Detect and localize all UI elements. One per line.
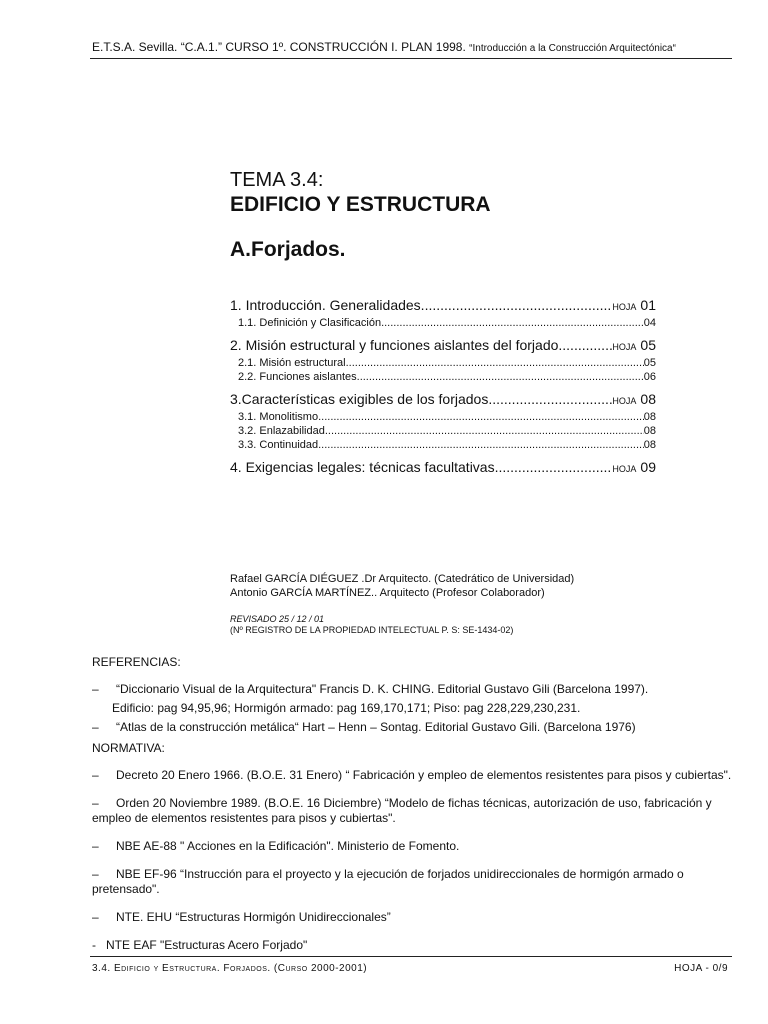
toc-entry-page: 05	[643, 357, 656, 369]
topic-title: EDIFICIO Y ESTRUCTURA	[230, 193, 491, 216]
toc-entry-label: 1. Introducción. Generalidades.	[230, 297, 425, 313]
normativa-text: NTE EAF "Estructuras Acero Forjado"	[106, 938, 308, 952]
footer-divider	[90, 956, 732, 957]
normativa-item	[92, 839, 732, 854]
reference-text: “Atlas de la construcción metálica“ Hart – Henn – Sontag. Editorial Gustavo Gili. (Barcelona 1976)	[116, 720, 636, 734]
reference-text: “Diccionario Visual de la Arquitectura" Francis D. K. CHING. Editorial Gustavo Gili (Barcelona 1997).	[116, 682, 649, 696]
toc-entry-page: 08	[643, 439, 656, 451]
toc-entry-label: 1.1. Definición y Clasificación.	[238, 317, 385, 329]
normativa-item	[92, 938, 732, 953]
toc-entry-page: 08	[640, 391, 656, 407]
title-block	[230, 168, 690, 262]
normativa-item	[92, 867, 732, 897]
authors	[230, 572, 574, 600]
toc-entry-label: 2.1. Misión estructural.	[238, 357, 349, 369]
toc-subentry	[230, 424, 656, 438]
header-divider	[90, 58, 732, 59]
toc-leader-dots	[384, 316, 644, 330]
list-dash: –	[92, 910, 99, 924]
toc-entry-label: 3.2. Enlazabilidad.	[238, 425, 328, 437]
list-dash: –	[92, 796, 99, 810]
normativa-text: Orden 20 Noviembre 1989. (B.O.E. 16 Diciembre) “Modelo de fichas técnicas, autorización de uso, fabricación y empleo de elementos resistentes para pisos y cubiertas".	[92, 796, 712, 825]
toc-hoja-label: HOJA	[612, 396, 637, 406]
toc-entry-label: 3.Características exigibles de los forjados	[230, 391, 489, 407]
list-dash: –	[92, 867, 99, 881]
reference-item	[92, 720, 732, 735]
toc-subentry	[230, 316, 656, 330]
toc-entry-label: 3.3. Continuidad.	[238, 439, 322, 451]
toc-entry-page: 04	[643, 317, 656, 329]
normativa-item	[92, 796, 732, 826]
toc-entry-page: 08	[643, 411, 656, 423]
normativa-text: NTE. EHU “Estructuras Hormigón Unidireccionales”	[116, 910, 391, 924]
toc-subentry	[230, 356, 656, 370]
references-heading: REFERENCIAS:	[92, 655, 181, 669]
toc-entry-label: 2. Misión estructural y funciones aislantes del forjado.	[230, 337, 563, 353]
toc-leader-dots	[349, 356, 644, 370]
list-dash: –	[92, 720, 99, 734]
table-of-contents	[230, 294, 656, 478]
toc-hoja-label: HOJA	[612, 342, 637, 352]
reference-pages: Edificio: pag 94,95,96; Hormigón armado: pag 169,170,171; Piso: pag 228,229,230,231.	[112, 701, 581, 715]
revision-info	[230, 614, 513, 636]
page-header	[92, 40, 732, 54]
toc-subentry	[230, 410, 656, 424]
toc-leader-dots	[488, 388, 612, 410]
revision-date: REVISADO 25 / 12 / 01	[230, 614, 325, 624]
toc-leader-dots	[425, 294, 613, 316]
list-hyphen: -	[92, 938, 96, 952]
toc-leader-dots	[321, 438, 644, 452]
toc-subentry	[230, 438, 656, 452]
toc-leader-dots	[360, 370, 644, 384]
toc-entry	[230, 294, 656, 316]
toc-entry-page: 08	[643, 425, 656, 437]
toc-entry-label: 3.1. Monolitismo.	[238, 411, 322, 423]
footer-title: 3.4. Edificio y Estructura. Forjados. (Curso 2000-2001)	[92, 963, 368, 974]
normativa-text: NBE EF-96 “Instrucción para el proyecto y la ejecución de forjados unidireccionales de hormigón armado o pretensado".	[92, 867, 684, 896]
toc-entry-page: 06	[643, 371, 656, 383]
toc-subentry	[230, 370, 656, 384]
header-main: E.T.S.A. Sevilla. “C.A.1.” CURSO 1º. CONSTRUCCIÓN I. PLAN 1998.	[92, 40, 466, 54]
registry-number: (Nº REGISTRO DE LA PROPIEDAD INTELECTUAL P. S: SE-1434-02)	[230, 625, 514, 635]
author-line: Antonio GARCÍA MARTÍNEZ.. Arquitecto (Profesor Colaborador)	[230, 587, 545, 599]
normativa-text: Decreto 20 Enero 1966. (B.O.E. 31 Enero) “ Fabricación y empleo de elementos resistentes para pisos y cubiertas".	[116, 768, 732, 782]
toc-entry-label: 4. Exigencias legales: técnicas facultativas.	[230, 459, 499, 475]
toc-entry-page: 05	[640, 337, 656, 353]
toc-leader-dots	[498, 456, 612, 478]
toc-leader-dots	[321, 410, 644, 424]
list-dash: –	[92, 839, 99, 853]
topic-number: TEMA 3.4:	[230, 169, 324, 191]
normativa-item	[92, 910, 732, 925]
toc-entry-label: 2.2. Funciones aislantes.	[238, 371, 360, 383]
toc-entry	[230, 456, 656, 478]
reference-item	[92, 682, 732, 697]
list-dash: –	[92, 682, 99, 696]
toc-entry	[230, 334, 656, 356]
toc-entry	[230, 388, 656, 410]
normativa-item	[92, 768, 732, 783]
toc-hoja-label: HOJA	[612, 464, 637, 474]
toc-leader-dots	[328, 424, 644, 438]
section-title: A.Forjados.	[230, 238, 346, 261]
toc-entry-page: 01	[640, 297, 656, 313]
toc-leader-dots	[562, 334, 612, 356]
normativa-text: NBE AE-88 " Acciones en la Edificación". Ministerio de Fomento.	[116, 839, 460, 853]
list-dash: –	[92, 768, 99, 782]
footer-page-number: HOJA - 0/9	[674, 963, 728, 974]
author-line: Rafael GARCÍA DIÉGUEZ .Dr Arquitecto. (Catedrático de Universidad)	[230, 573, 575, 585]
references-section	[92, 655, 732, 966]
header-course: “Introducción a la Construcción Arquitectónica“	[469, 43, 676, 54]
toc-entry-page: 09	[640, 459, 656, 475]
toc-hoja-label: HOJA	[612, 302, 637, 312]
normativa-heading: NORMATIVA:	[92, 741, 165, 755]
